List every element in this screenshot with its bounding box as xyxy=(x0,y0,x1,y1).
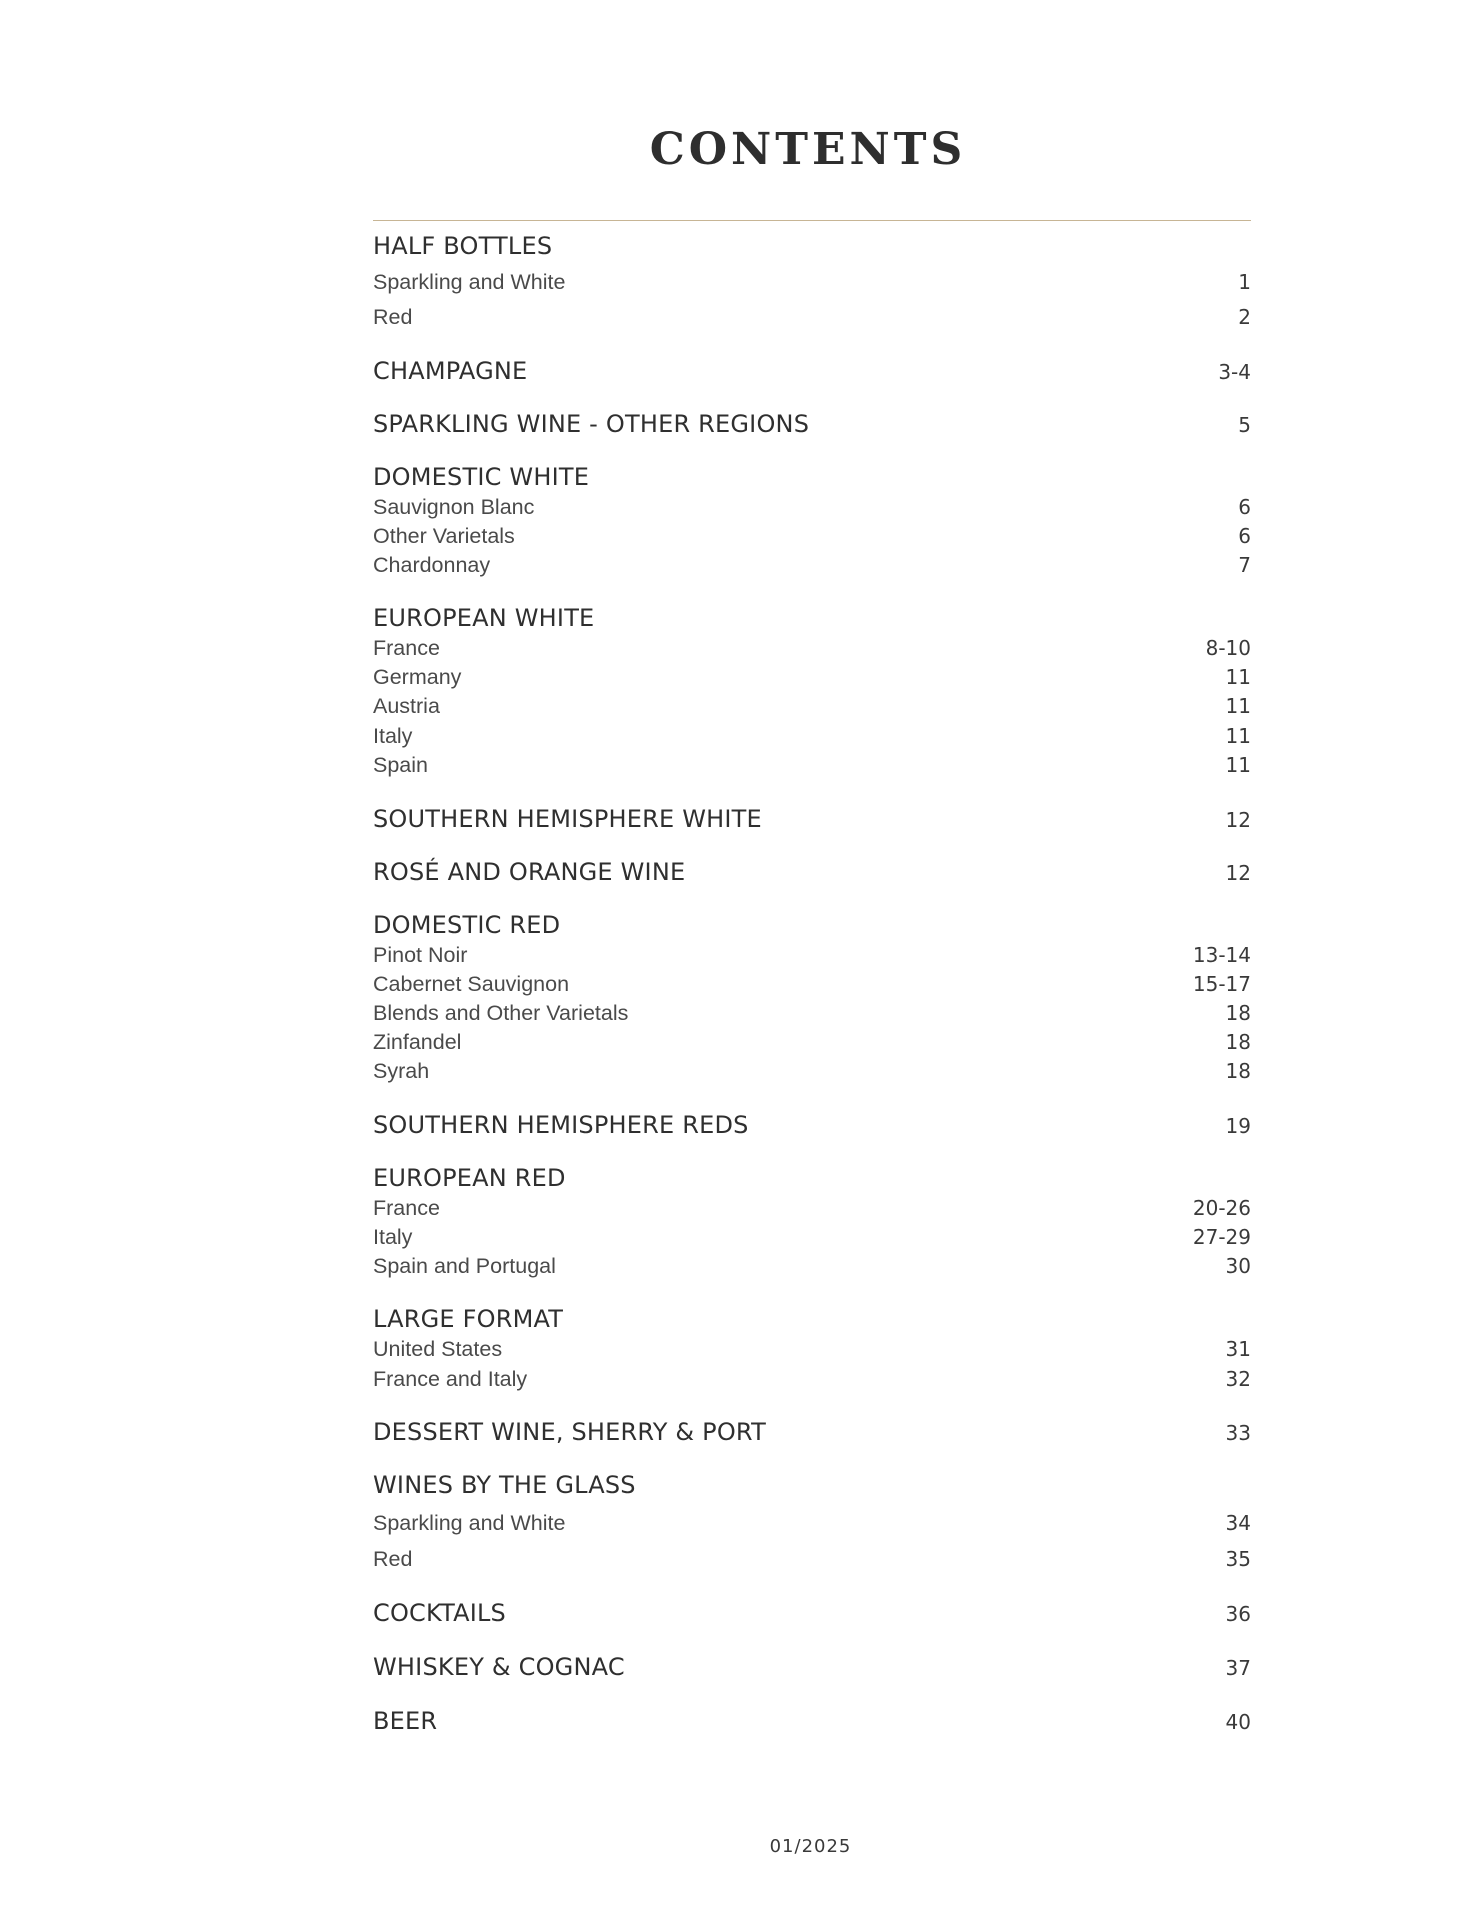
toc-entry xyxy=(373,753,1251,778)
toc-label: WINES BY THE GLASS xyxy=(373,1471,636,1499)
toc-entry xyxy=(373,1367,1251,1392)
toc-page-number: 1 xyxy=(1238,270,1251,294)
toc-entry xyxy=(373,1337,1251,1362)
toc-label: CHAMPAGNE xyxy=(373,357,528,385)
toc-label: SOUTHERN HEMISPHERE REDS xyxy=(373,1111,749,1139)
page-title: CONTENTS xyxy=(649,124,967,175)
toc-page-number: 11 xyxy=(1225,665,1251,689)
toc-label: Syrah xyxy=(373,1059,430,1083)
toc-page-number: 12 xyxy=(1225,808,1251,832)
toc-page-number: 18 xyxy=(1225,1001,1251,1025)
toc-label: DOMESTIC WHITE xyxy=(373,463,590,491)
toc-section-heading xyxy=(373,911,1251,939)
toc-label: France xyxy=(373,636,440,660)
toc-section-heading xyxy=(373,1418,1251,1446)
toc-entry xyxy=(373,1511,1251,1536)
toc-page-number: 18 xyxy=(1225,1030,1251,1054)
toc-page-number: 27-29 xyxy=(1192,1225,1251,1249)
toc-entry xyxy=(373,1059,1251,1084)
toc-label: EUROPEAN WHITE xyxy=(373,604,595,632)
toc-page-number: 31 xyxy=(1225,1337,1251,1361)
toc-page-number: 13-14 xyxy=(1192,943,1251,967)
toc-page-number: 32 xyxy=(1225,1367,1251,1391)
toc-page-number: 15-17 xyxy=(1192,972,1251,996)
toc-section-heading xyxy=(373,858,1251,886)
toc-label: France and Italy xyxy=(373,1367,528,1391)
toc-page-number: 11 xyxy=(1225,753,1251,777)
toc-label: Chardonnay xyxy=(373,553,491,577)
toc-page-number: 8-10 xyxy=(1205,636,1251,660)
toc-entry xyxy=(373,270,1251,295)
toc-label: DESSERT WINE, SHERRY & PORT xyxy=(373,1418,766,1446)
toc-page-number: 20-26 xyxy=(1192,1196,1251,1220)
toc-section-heading xyxy=(373,1653,1251,1681)
toc-page-number: 36 xyxy=(1225,1602,1251,1626)
toc-section-heading xyxy=(373,463,1251,491)
toc-label: SOUTHERN HEMISPHERE WHITE xyxy=(373,805,762,833)
toc-entry xyxy=(373,636,1251,661)
toc-entry xyxy=(373,665,1251,690)
toc-section-heading xyxy=(373,604,1251,632)
toc-section-heading xyxy=(373,410,1251,438)
toc-section-heading xyxy=(373,232,1251,260)
toc-page-number: 7 xyxy=(1238,553,1251,577)
toc-page-number: 30 xyxy=(1225,1254,1251,1278)
toc-section-heading xyxy=(373,1305,1251,1333)
toc-page-number: 11 xyxy=(1225,724,1251,748)
toc-label: EUROPEAN RED xyxy=(373,1164,566,1192)
toc-label: Blends and Other Varietals xyxy=(373,1001,629,1025)
toc-section-heading xyxy=(373,357,1251,385)
toc-entry xyxy=(373,1030,1251,1055)
toc-entry xyxy=(373,694,1251,719)
toc-entry xyxy=(373,524,1251,549)
toc-label: Sparkling and White xyxy=(373,1511,566,1535)
toc-page-number: 12 xyxy=(1225,861,1251,885)
toc-section-heading xyxy=(373,1164,1251,1192)
toc-entry xyxy=(373,495,1251,520)
title-divider xyxy=(373,220,1251,221)
toc-label: Sauvignon Blanc xyxy=(373,495,535,519)
toc-label: DOMESTIC RED xyxy=(373,911,561,939)
toc-section-heading xyxy=(373,1707,1251,1735)
toc-label: Spain xyxy=(373,753,428,777)
toc-page-number: 6 xyxy=(1238,495,1251,519)
toc-entry xyxy=(373,305,1251,330)
toc-section-heading xyxy=(373,805,1251,833)
toc-label: Red xyxy=(373,1547,413,1571)
toc-section-heading xyxy=(373,1471,1251,1499)
toc-page-number: 5 xyxy=(1238,413,1251,437)
toc-entry xyxy=(373,1001,1251,1026)
toc-page-number: 3-4 xyxy=(1218,360,1251,384)
toc-label: HALF BOTTLES xyxy=(373,232,553,260)
toc-page-number: 18 xyxy=(1225,1059,1251,1083)
toc-entry xyxy=(373,972,1251,997)
toc-label: Italy xyxy=(373,1225,413,1249)
toc-entry xyxy=(373,1547,1251,1572)
toc-label: Sparkling and White xyxy=(373,270,566,294)
toc-section-heading xyxy=(373,1599,1251,1627)
toc-label: Italy xyxy=(373,724,413,748)
toc-section-heading xyxy=(373,1111,1251,1139)
toc-page-number: 33 xyxy=(1225,1421,1251,1445)
toc-entry xyxy=(373,553,1251,578)
toc-label: Germany xyxy=(373,665,462,689)
toc-label: SPARKLING WINE - OTHER REGIONS xyxy=(373,410,810,438)
toc-label: WHISKEY & COGNAC xyxy=(373,1653,625,1681)
toc-page-number: 35 xyxy=(1225,1547,1251,1571)
toc-label: France xyxy=(373,1196,440,1220)
toc-label: Cabernet Sauvignon xyxy=(373,972,570,996)
toc-label: Spain and Portugal xyxy=(373,1254,556,1278)
toc-label: COCKTAILS xyxy=(373,1599,506,1627)
toc-label: BEER xyxy=(373,1707,438,1735)
toc-label: ROSÉ AND ORANGE WINE xyxy=(373,858,686,886)
toc-page-number: 11 xyxy=(1225,694,1251,718)
toc-label: Austria xyxy=(373,694,440,718)
toc-label: Red xyxy=(373,305,413,329)
footer-date: 01/2025 xyxy=(769,1836,852,1857)
toc-page-number: 6 xyxy=(1238,524,1251,548)
toc-page-number: 2 xyxy=(1238,305,1251,329)
toc-entry xyxy=(373,943,1251,968)
toc-page-number: 34 xyxy=(1225,1511,1251,1535)
toc-page-number: 37 xyxy=(1225,1656,1251,1680)
toc-label: Other Varietals xyxy=(373,524,515,548)
toc-label: LARGE FORMAT xyxy=(373,1305,564,1333)
toc-entry xyxy=(373,1254,1251,1279)
toc-page-number: 19 xyxy=(1225,1114,1251,1138)
toc-label: Pinot Noir xyxy=(373,943,468,967)
toc-entry xyxy=(373,1225,1251,1250)
toc-label: Zinfandel xyxy=(373,1030,462,1054)
toc-page-number: 40 xyxy=(1225,1710,1251,1734)
toc-entry xyxy=(373,724,1251,749)
toc-label: United States xyxy=(373,1337,503,1361)
toc-entry xyxy=(373,1196,1251,1221)
